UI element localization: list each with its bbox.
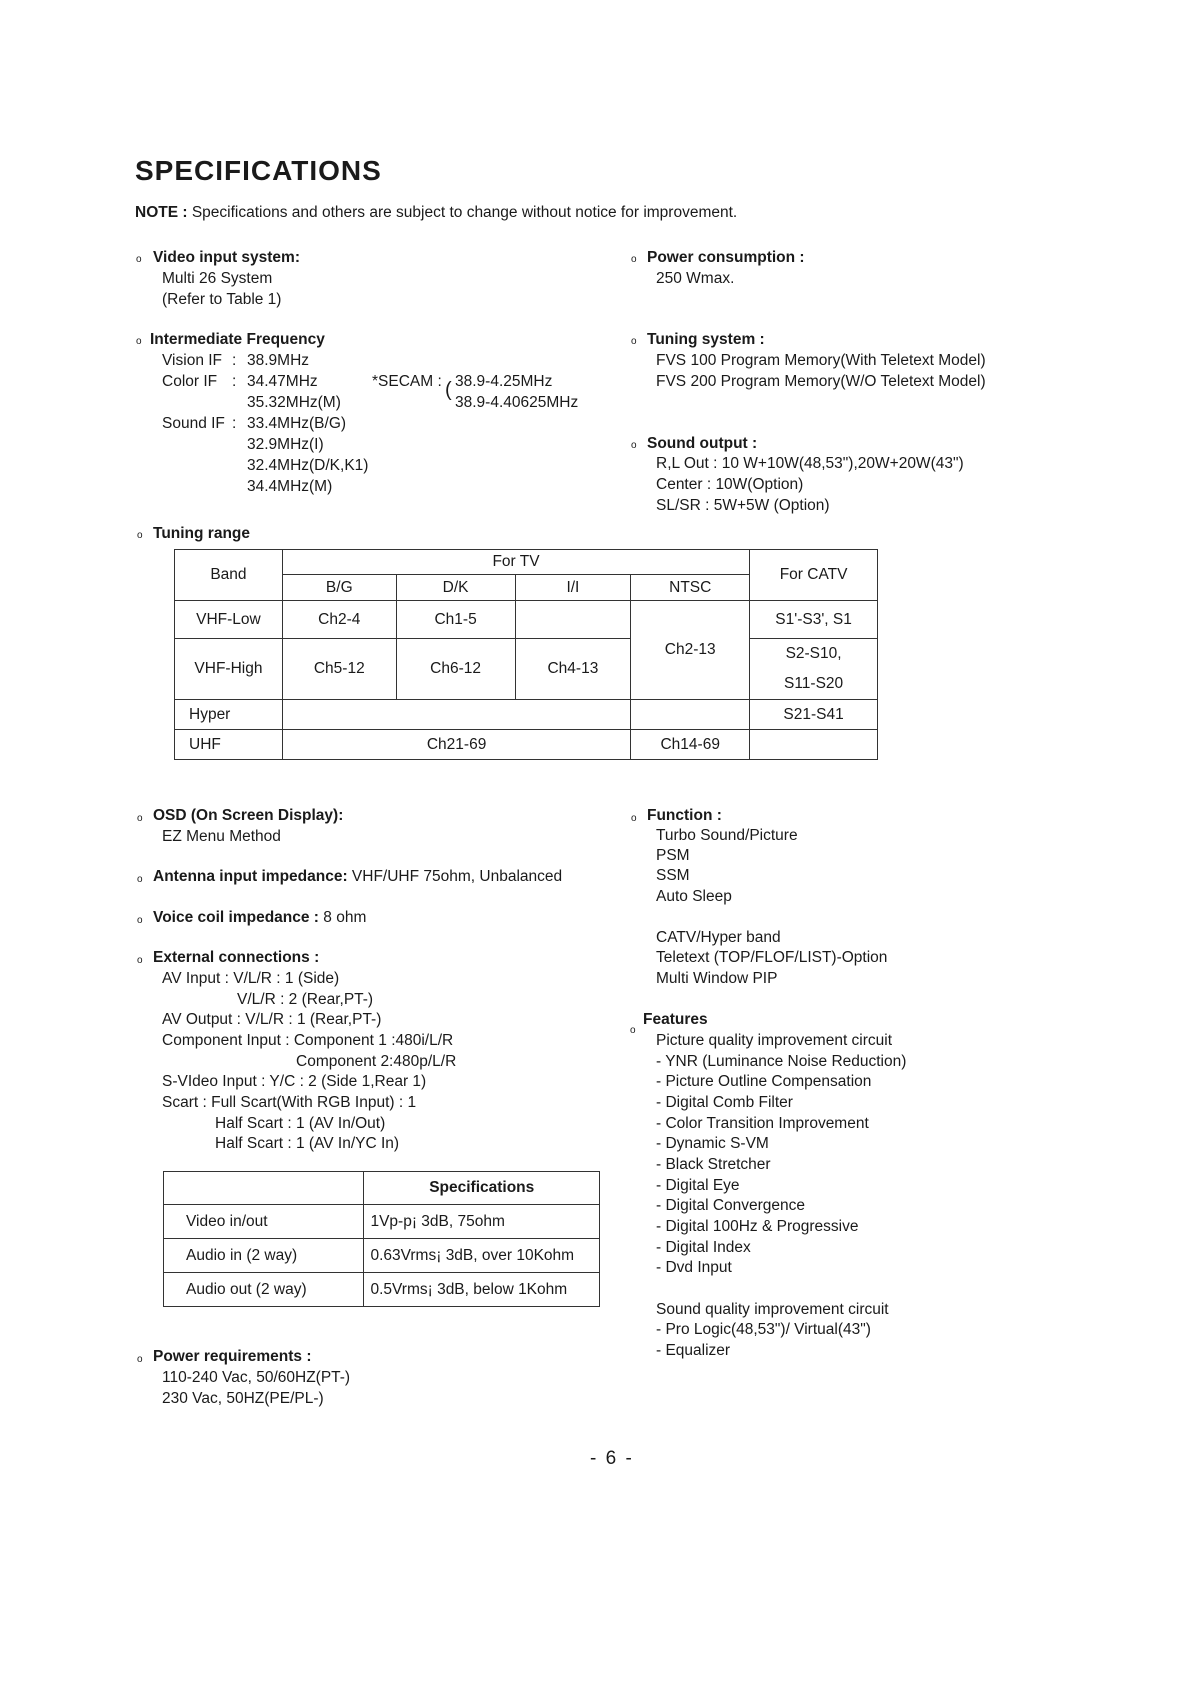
color-if-label: Color IF — [162, 373, 218, 390]
external-line: Half Scart : 1 (AV In/Out) — [215, 1115, 386, 1132]
external-line: Component Input : Component 1 :480i/L/R — [162, 1032, 454, 1049]
bullet: o — [137, 955, 143, 966]
antenna-heading: Antenna input impedance: — [153, 868, 348, 885]
for-tv-header: For TV — [282, 550, 749, 575]
cell-vhf-high-bg: Ch5-12 — [282, 639, 396, 700]
external-line: S-VIdeo Input : Y/C : 2 (Side 1,Rear 1) — [162, 1073, 427, 1090]
external-line: AV Input : V/L/R : 1 (Side) — [162, 970, 340, 987]
row-label-vhf-high: VHF-High — [175, 639, 283, 700]
features-line: - Digital Eye — [656, 1177, 740, 1194]
spec-row-label: Audio out (2 way) — [164, 1273, 364, 1307]
features-line: - Dynamic S-VM — [656, 1135, 769, 1152]
spec-row-value: 0.63Vrms¡ 3dB, over 10Kohm — [364, 1239, 600, 1273]
features-line: - Digital Comb Filter — [656, 1094, 793, 1111]
tuning-system-line: FVS 200 Program Memory(W/O Teletext Model) — [656, 373, 986, 390]
secam-value: 38.9-4.40625MHz — [455, 394, 579, 411]
sound-if-value: 32.4MHz(D/K,K1) — [247, 457, 369, 474]
sound-if-value: 33.4MHz(B/G) — [247, 415, 347, 432]
bullet: o — [631, 336, 637, 347]
spec-row-label: Video in/out — [164, 1205, 364, 1239]
for-catv-header: For CATV — [750, 550, 878, 601]
note-label: NOTE : — [135, 204, 188, 221]
features-line: - Digital 100Hz & Progressive — [656, 1218, 859, 1235]
features-line: - Equalizer — [656, 1342, 731, 1359]
sound-output-line: SL/SR : 5W+5W (Option) — [656, 497, 830, 514]
spec-row-value: 0.5Vrms¡ 3dB, below 1Kohm — [364, 1273, 600, 1307]
colon: : — [232, 373, 237, 390]
power-req-heading: Power requirements : — [153, 1348, 312, 1365]
sound-if-value: 32.9MHz(I) — [247, 436, 324, 453]
features-line: Sound quality improvement circuit — [656, 1301, 889, 1318]
catv-line: S2-S10, — [785, 645, 842, 662]
features-line: - Color Transition Improvement — [656, 1115, 869, 1132]
color-if-value: 34.47MHz — [247, 373, 318, 390]
cell-ntsc-vhf: Ch2-13 — [631, 601, 750, 700]
function-line: SSM — [656, 867, 690, 884]
colon: : — [232, 415, 237, 432]
features-line: Picture quality improvement circuit — [656, 1032, 893, 1049]
cell-vhf-low-ii — [515, 601, 631, 639]
bullet: o — [137, 530, 143, 541]
features-line: - Digital Index — [656, 1239, 751, 1256]
spec-corner — [164, 1172, 364, 1205]
function-heading: Function : — [647, 807, 722, 824]
external-line: Scart : Full Scart(With RGB Input) : 1 — [162, 1094, 417, 1111]
voice-coil-value: 8 ohm — [318, 909, 367, 926]
spec-table — [163, 1171, 600, 1307]
row-label-vhf-low: VHF-Low — [175, 601, 283, 639]
function-line: Turbo Sound/Picture — [656, 827, 798, 844]
tuning-system-heading: Tuning system : — [647, 331, 765, 348]
features-line: - Black Stretcher — [656, 1156, 771, 1173]
function-line: Auto Sleep — [656, 888, 732, 905]
col-header-ntsc: NTSC — [631, 575, 750, 601]
video-input-heading: Video input system: — [153, 249, 300, 266]
function-line: PSM — [656, 847, 690, 864]
sound-if-label: Sound IF — [162, 415, 225, 432]
row-label-hyper: Hyper — [175, 700, 283, 730]
bullet: o — [137, 915, 143, 926]
bullet: o — [631, 813, 637, 824]
power-req-line: 110-240 Vac, 50/60HZ(PT-) — [162, 1369, 351, 1386]
catv-line: S11-S20 — [783, 675, 844, 692]
cell-vhf-low-catv: S1'-S3', S1 — [750, 601, 878, 639]
bullet: o — [136, 336, 142, 347]
external-line: V/L/R : 2 (Rear,PT-) — [237, 991, 374, 1008]
bullet: o — [630, 1025, 636, 1036]
col-header-bg: B/G — [282, 575, 396, 601]
col-header-dk: D/K — [396, 575, 515, 601]
video-input-line: Multi 26 System — [162, 270, 273, 287]
row-label-uhf: UHF — [175, 730, 283, 760]
external-line: AV Output : V/L/R : 1 (Rear,PT-) — [162, 1011, 382, 1028]
sound-output-line: Center : 10W(Option) — [656, 476, 804, 493]
cell-vhf-high-dk: Ch6-12 — [396, 639, 515, 700]
features-line: - Dvd Input — [656, 1259, 732, 1276]
cell-uhf-catv — [750, 730, 878, 760]
cell-hyper-tv — [282, 700, 630, 730]
page-title: SPECIFICATIONS — [135, 155, 382, 186]
cell-uhf-ntsc: Ch14-69 — [631, 730, 750, 760]
cell-vhf-high-ii: Ch4-13 — [515, 639, 631, 700]
cell-uhf-tv: Ch21-69 — [282, 730, 630, 760]
brace: ( — [445, 379, 452, 401]
spec-row-value: 1Vp-p¡ 3dB, 75ohm — [364, 1205, 600, 1239]
bullet: o — [137, 1354, 143, 1365]
if-heading: Intermediate Frequency — [150, 331, 325, 348]
tuning-range-heading: Tuning range — [153, 525, 251, 542]
sound-output-line: R,L Out : 10 W+10W(48,53"),20W+20W(43") — [656, 455, 964, 472]
antenna-impedance — [153, 867, 562, 886]
function-line: Teletext (TOP/FLOF/LIST)-Option — [656, 949, 888, 966]
features-line: - Digital Convergence — [656, 1197, 806, 1214]
color-if-value: 35.32MHz(M) — [247, 394, 341, 411]
sound-if-value: 34.4MHz(M) — [247, 478, 333, 495]
features-heading: Features — [643, 1011, 708, 1028]
spec-header: Specifications — [364, 1172, 600, 1205]
vision-if-label: Vision IF — [162, 352, 223, 369]
sound-output-heading: Sound output : — [647, 435, 758, 452]
tuning-system-line: FVS 100 Program Memory(With Teletext Model) — [656, 352, 986, 369]
secam-label: *SECAM : — [372, 373, 442, 390]
external-heading: External connections : — [153, 949, 320, 966]
note-text: Specifications and others are subject to change without notice for improvement. — [187, 204, 738, 221]
tuning-range-table — [174, 549, 878, 760]
spec-row-label: Audio in (2 way) — [164, 1239, 364, 1273]
page-number: - 6 - — [590, 1448, 634, 1469]
external-line: Component 2:480p/L/R — [296, 1053, 457, 1070]
power-consumption-heading: Power consumption : — [647, 249, 805, 266]
note — [135, 203, 737, 222]
cell-vhf-low-bg: Ch2-4 — [282, 601, 396, 639]
video-input-line: (Refer to Table 1) — [162, 291, 282, 308]
bullet: o — [631, 254, 637, 265]
external-line: Half Scart : 1 (AV In/YC In) — [215, 1135, 400, 1152]
features-line: - Picture Outline Compensation — [656, 1073, 872, 1090]
features-line: - YNR (Luminance Noise Reduction) — [656, 1053, 907, 1070]
function-line: Multi Window PIP — [656, 970, 778, 987]
function-line: CATV/Hyper band — [656, 929, 781, 946]
bullet: o — [136, 254, 142, 265]
voice-coil-heading: Voice coil impedance : — [153, 909, 319, 926]
power-consumption-line: 250 Wmax. — [656, 270, 735, 287]
osd-heading: OSD (On Screen Display): — [153, 807, 344, 824]
power-req-line: 230 Vac, 50HZ(PE/PL-) — [162, 1390, 324, 1407]
colon: : — [232, 352, 237, 369]
bullet: o — [137, 874, 143, 885]
features-line: - Pro Logic(48,53")/ Virtual(43") — [656, 1321, 871, 1338]
cell-vhf-low-dk: Ch1-5 — [396, 601, 515, 639]
antenna-value: VHF/UHF 75ohm, Unbalanced — [347, 868, 563, 885]
cell-hyper-catv: S21-S41 — [750, 700, 878, 730]
cell-hyper-ntsc — [631, 700, 750, 730]
secam-value: 38.9-4.25MHz — [455, 373, 553, 390]
bullet: o — [137, 813, 143, 824]
cell-vhf-high-catv — [750, 639, 878, 700]
vision-if-value: 38.9MHz — [247, 352, 310, 369]
bullet: o — [631, 440, 637, 451]
band-header: Band — [175, 550, 283, 601]
col-header-ii: I/I — [515, 575, 631, 601]
osd-line: EZ Menu Method — [162, 828, 281, 845]
voice-coil-impedance — [153, 908, 366, 927]
